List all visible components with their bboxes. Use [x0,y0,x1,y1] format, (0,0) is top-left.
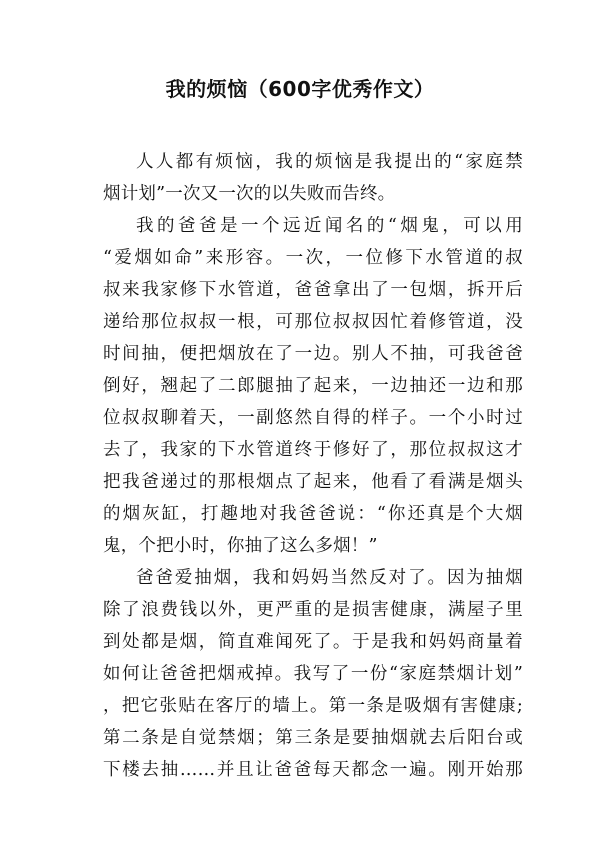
paragraph-1-line-2: 烟计划”一次又一次的以失败而告终。 [103,184,396,204]
paragraph-3-line-4: 如何让爸爸把烟戒掉。我写了一份“家庭禁烟计划” [103,664,523,684]
paragraph-2-line-6: 倒好，翘起了二郎腿抽了起来，一边抽还一边和那 [103,376,523,396]
paragraph-3-line-7: 下楼去抽……并且让爸爸每天都念一遍。刚开始那 [103,760,523,780]
paragraph-2-line-3: 叔来我家修下水管道，爸爸拿出了一包烟，拆开后 [103,280,523,300]
paragraph-3-line-2: 除了浪费钱以外，更严重的是损害健康，满屋子里 [103,600,523,620]
paragraph-2-line-9: 把我爸递过的那根烟点了起来，他看了看满是烟头 [103,472,523,492]
paragraph-2-line-8: 去了，我家的下水管道终于修好了，那位叔叔这才 [103,440,523,460]
paragraph-3-line-6: 第二条是自觉禁烟；第三条是要抽烟就去后阳台或 [103,728,523,748]
paragraph-2-line-1: 我的爸爸是一个远近闻名的“烟鬼，可以用 [136,216,523,236]
paragraph-2-line-10: 的烟灰缸，打趣地对我爸爸说：“你还真是个大烟 [103,504,523,524]
paragraph-2-line-4: 递给那位叔叔一根，可那位叔叔因忙着修管道，没 [103,312,523,332]
paragraph-3-line-3: 到处都是烟，简直难闻死了。于是我和妈妈商量着 [103,632,523,652]
paragraph-2-line-2: “爱烟如命”来形容。一次，一位修下水管道的叔 [103,248,523,268]
paragraph-1-line-1: 人人都有烦恼，我的烦恼是我提出的“家庭禁 [136,152,523,172]
paragraph-2-line-11: 鬼，个把小时，你抽了这么多烟！” [103,536,378,556]
paragraph-2-line-5: 时间抽，便把烟放在了一边。别人不抽，可我爸爸 [103,344,523,364]
paragraph-2-line-7: 位叔叔聊着天，一副悠然自得的样子。一个小时过 [103,408,523,428]
paragraph-3-line-5: ，把它张贴在客厅的墙上。第一条是吸烟有害健康; [103,696,523,716]
document-title: 我的烦恼（600字优秀作文） [165,77,435,101]
paragraph-3-line-1: 爸爸爱抽烟，我和妈妈当然反对了。因为抽烟 [136,568,523,588]
